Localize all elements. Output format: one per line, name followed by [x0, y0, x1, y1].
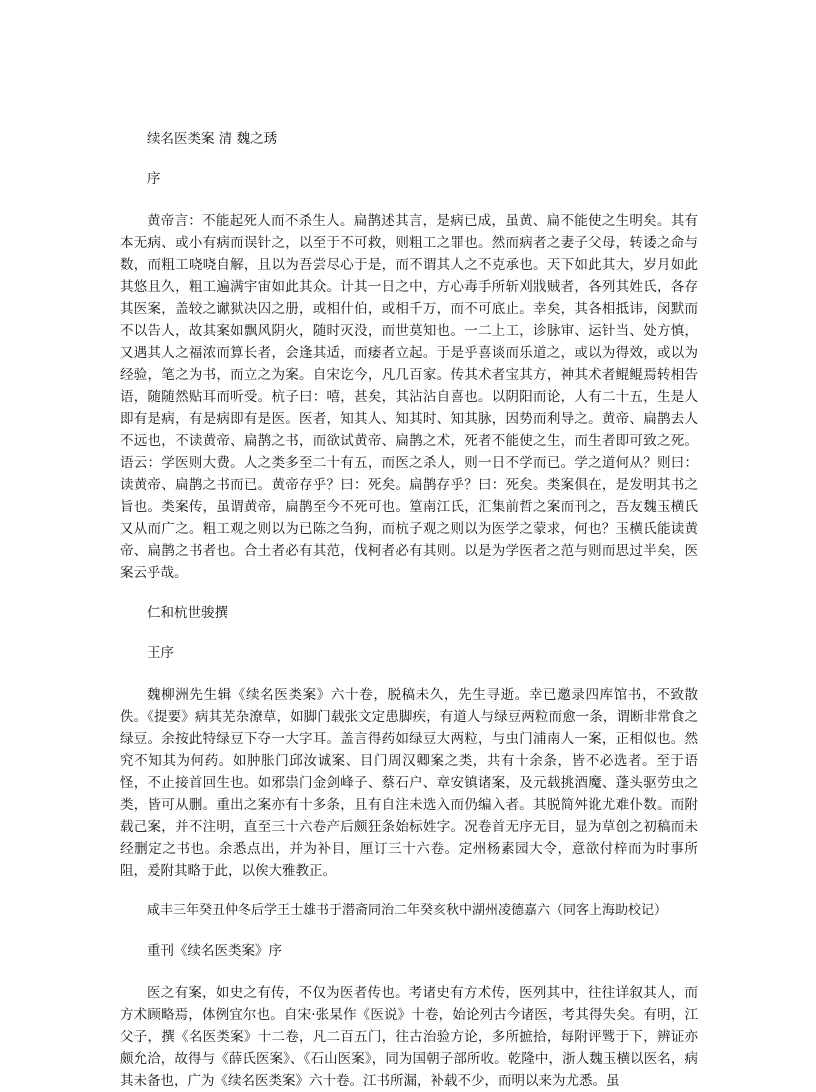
- book-title: 续名医类案 清 魏之琇: [147, 131, 278, 147]
- wang-preface-signature: 咸丰三年癸丑仲冬后学王士雄书于潜斋同治二年癸亥秋中湖州凌德嘉六（同客上海助校记）: [147, 903, 668, 918]
- reprint-preface-heading: 重刊《续名医类案》序: [147, 943, 282, 959]
- preface-signature: 仁和杭世骏撰: [147, 605, 228, 621]
- reprint-preface-paragraph: 医之有案，如史之有传，不仅为医者传也。考诸史有方术传，医列其中，往往详叙其人，而方术顾略焉，体例宜尔也。自宋·张杲作《医说》十卷，始论列古今诸医，考其得失矣。有明，江 父子，撰《名医类案》十二卷，凡二百五门，往古治验方论，多所摭拾，每附评骘于下，辨证亦颇允洽，故得与《薛氏医案》、《石山医案》，同为国朝子部所收。乾隆中，浙人魏玉横以医名，病其未备也，广为《续名医类案》六十卷。江书所漏，补载不少，而明以来为尤悉。虽: [120, 985, 698, 1089]
- preface-heading: 序: [147, 171, 161, 187]
- document-page: [120, 128, 698, 1092]
- wang-preface-paragraph: 魏柳洲先生辑《续名医类案》六十卷，脱稿未久，先生寻逝。幸已邀录四库馆书，不致散佚。《提要》病其芜杂潦草，如脚门载张文定患脚疾，有道人与绿豆两粒而愈一条，谓断非常食之绿豆。余按此特绿豆下夺一大字耳。盖言得药如绿豆大两粒，与虫门浦南人一案，正相似也。然究不知其为何药。如肿胀门邱汝诚案、目门周汉卿案之类，共有十余条，皆不必选者。至于语怪，不止接首回生也。如邪祟门金剑峰子、蔡石户、章安镇诸案，及元载挑酒魔、蓬头驱劳虫之类，皆可从删。重出之案亦有十多条，且有自注未选入而仍编入者。其脱简舛讹尤难仆数。而附载己案，并不注明，直至三十六卷产后颇狂条始标姓字。况卷首无序无目，显为草创之初稿而未经删定之书也。余悉点出，并为补目，厘订三十六卷。定州杨素园大令，意欲付梓而为时事所阻，爰附其略于此，以俟大雅教正。: [120, 687, 698, 879]
- wang-preface-heading: 王序: [147, 645, 174, 661]
- preface-paragraph: 黄帝言：不能起死人而不杀生人。扁鹊述其言，是病已成，虽黄、扁不能使之生明矣。其有本无病、或小有病而误针之，以至于不可救，则粗工之罪也。然而病者之妻子父母，转诿之命与数，而粗工哓哓自解，且以为吾尝尽心于是，而不谓其人之不克承也。天下如此其大，岁月如此其悠且久，粗工遍满宇宙如此其众。计其一日之中，方心毒手所斩刈戕贼者，各列其姓氏，各存其医案，盖较之谳狱决囚之册，或相什伯，或相千万，而不可底止。幸矣，其各相抵讳，闵默而不以告人，故其案如飘风阴火，随时灭没，而世莫知也。一二上工，诊脉审、运针当、处方慎，又遇其人之福浓而算长者，会逢其适，而痿者立起。于是乎喜谈而乐道之，或以为得效，或以为经验，笔之为书，而立之为案。自宋讫今，凡几百家。传其术者宝其方，神其术者鲲鲲焉转相告语，随随然贴耳而听受。杭子曰：嘻，甚矣，其沾沾自喜也。以阴阳而论，人有二十五，生是人即有是病，有是病即有是医。医者，知其人、知其时、知其脉，因势而利导之。黄帝、扁鹊去人不远也，不读黄帝、扁鹊之书，而欲试黄帝、扁鹊之术，死者不能使之生，而生者即可致之死。语云：学医则大费。人之类多至二十有五，而医之杀人，则一日不学而已。学之道何从？则曰：读黄帝、扁鹊之书而已。黄帝存乎？曰：死矣。扁鹊存乎？曰：死矣。类案俱在，是发明其书之旨也。类案传，虽谓黄帝，扁鹊至今不死可也。篁南江氏，汇集前哲之案而刊之，吾友魏玉横氏又从而广之。粗工观之则以为已陈之刍狗，而杭子观之则以为医学之蒙求，何也？玉横氏能读黄帝、扁鹊之书者也。合土者必有其范，伐柯者必有其则。以是为学医者之范与则而思过半矣，医案云乎哉。: [120, 213, 698, 581]
